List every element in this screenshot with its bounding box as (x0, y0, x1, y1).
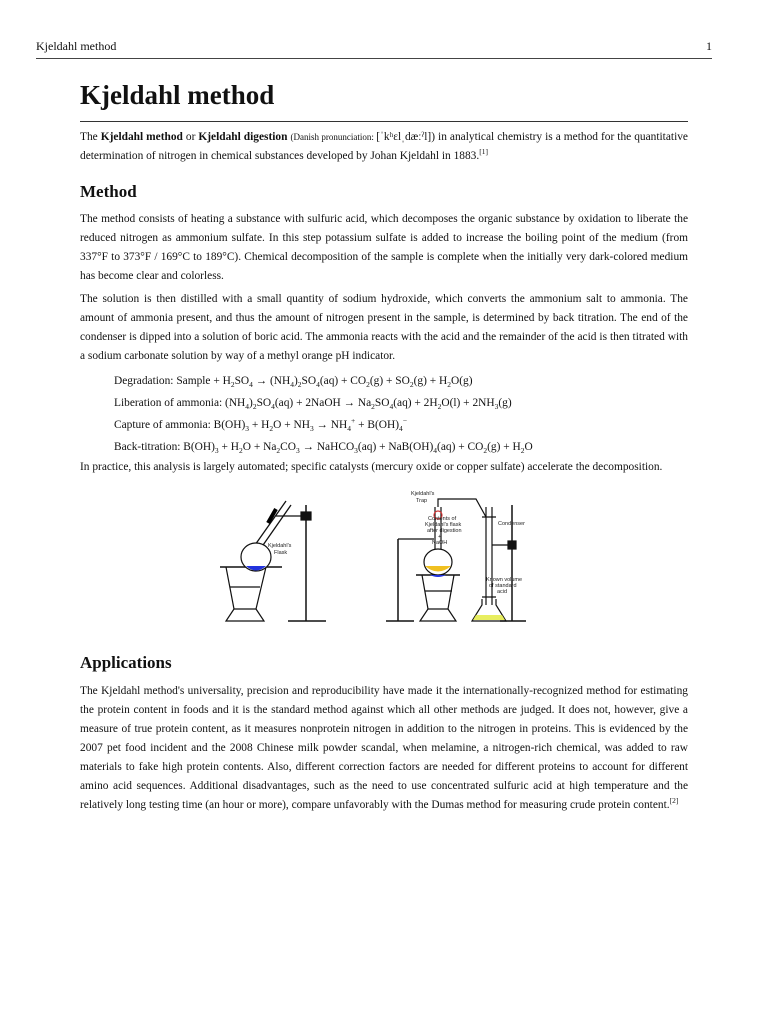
running-header (36, 38, 712, 59)
equation-back-titration: Back-titration: $B(OH)_3 + H_2O + Na_2CO_3$ → NaHCO$_3$(aq) + $NaB(OH)_4(aq) + CO_2(g) + H_2O$ (114, 441, 533, 456)
article-body (80, 78, 688, 819)
section-heading-method: Method (80, 182, 137, 202)
equation-label: Liberation of ammonia: (114, 397, 223, 410)
page-title: Kjeldahl method (80, 78, 688, 122)
trap-label: Trap (416, 498, 428, 505)
digestion-apparatus (220, 501, 326, 621)
applications-paragraph (80, 682, 688, 815)
kjeldahl-apparatus-figure (80, 487, 688, 637)
standard-acid-liquid (473, 615, 505, 620)
method-paragraph-2: The solution is then distilled with a small quantity of sodium hydroxide, which converts the ammonium salt to ammonia. The amount of ammonia present, and thus the amount of nitrogen present in the sample, is determined by back titration. The end of the condenser is dipped into a solution of boric acid. The ammonia reacts with the acid and the remainder of the acid is then titrated with a sodium carbonate solution by way of a methyl orange pH indicator. (80, 293, 688, 363)
intro-text: The (80, 131, 101, 144)
section-heading-applications: Applications (80, 653, 172, 673)
citation-1[interactable]: [1] (479, 147, 488, 157)
pronunciation-label: (Danish pronunciation: (290, 132, 377, 143)
flask-label: Flask (274, 550, 288, 557)
equation-degradation: Degradation: Sample + $H_2SO_4 \to (NH_4)_2SO_4(aq) + CO_2(g) + SO_2(g) + H_2O(g)$ (114, 375, 473, 390)
intro-text: in analytical chemistry is a method for the quantitative determination of nitrogen in chemical substances developed by Johan Kjeldahl in 1883. (80, 131, 688, 163)
pronunciation-ipa[interactable]: [ˈkʰɛlˌdæːˀl] (376, 131, 432, 144)
trap-label: Kjeldahl's (411, 491, 435, 498)
applications-text: The Kjeldahl method's universality, precision and reproducibility have made it the internationally-recognized method for estimating the protein content in foods and it is the standard method against which all other methods are judged. It does not, however, give a measure of true protein content, as it measures nonprotein nitrogen in addition to the nitrogen in proteins. This is evidenced by the 2007 pet food incident and the 2008 Chinese milk powder scandal, when melamine, a nitrogen-rich chemical, was added to raw materials to fake high protein contents. Also, different correction factors are needed for different proteins to account for different amino acid sequences. Additional disadvantages, such as the need to use concentrated sulfuric acid at high temperature and the relatively long testing time (an hour or more), compare unfavorably with the Dumas method for measuring crude protein content. (80, 684, 688, 811)
method-paragraph-1: The method consists of heating a substance with sulfuric acid, which decomposes the organic substance by oxidation to liberate the reduced nitrogen as ammonium sulfate. In this step potassium sulfate is added to increase the boiling point of the medium (from 337°F to 373°F / 169°C to 189°C). Chemical decomposition of the sample is complete when the initially very dark-colored medium has become clear and colorless. (80, 213, 688, 283)
pronunciation-close: ) (431, 131, 436, 144)
equation-label: Back-titration: (114, 441, 181, 454)
flame-right (430, 575, 446, 577)
bold-term-digestion: Kjeldahl digestion (198, 131, 288, 144)
equation-liberation: Liberation of ammonia: $(NH_4)_2SO_4(aq)$ + 2NaOH → $Na_2SO_4(aq) + 2H_2O(l) + 2NH_3(g)$ (114, 397, 512, 412)
running-header-title: Kjeldahl method (36, 39, 117, 53)
known-volume-label: of standard (489, 583, 517, 590)
contents-label: NaOH (432, 540, 448, 547)
contents-label: after digestion (427, 528, 462, 535)
bold-term-method: Kjeldahl method (100, 131, 183, 144)
citation-2[interactable]: [2] (669, 795, 679, 805)
apparatus-diagram (80, 487, 688, 637)
known-volume-label: acid (497, 589, 508, 596)
condenser-label: Condenser (498, 521, 525, 528)
intro-text: or (182, 131, 199, 144)
contents-label: Kjeldahl's flask (425, 522, 462, 529)
contents-label: Contents of (428, 516, 457, 523)
flask-label: Kjeldahl's (268, 543, 292, 550)
intro-paragraph (80, 128, 688, 166)
method-paragraph-3: In practice, this analysis is largely automated; specific catalysts (mercury oxide or copper sulfate) accelerate the decomposition. (80, 461, 663, 474)
equation-label: Capture of ammonia: (114, 419, 211, 432)
page-number: 1 (706, 39, 712, 53)
equation-capture: Capture of ammonia: $B(OH)_3 + H_2O + NH_3 \to NH_4^+ + B(OH)_4^-$ (114, 416, 407, 434)
equation-label: Degradation: (114, 375, 174, 388)
contents-label: + (438, 534, 442, 541)
known-volume-label: Known volume (486, 577, 523, 584)
